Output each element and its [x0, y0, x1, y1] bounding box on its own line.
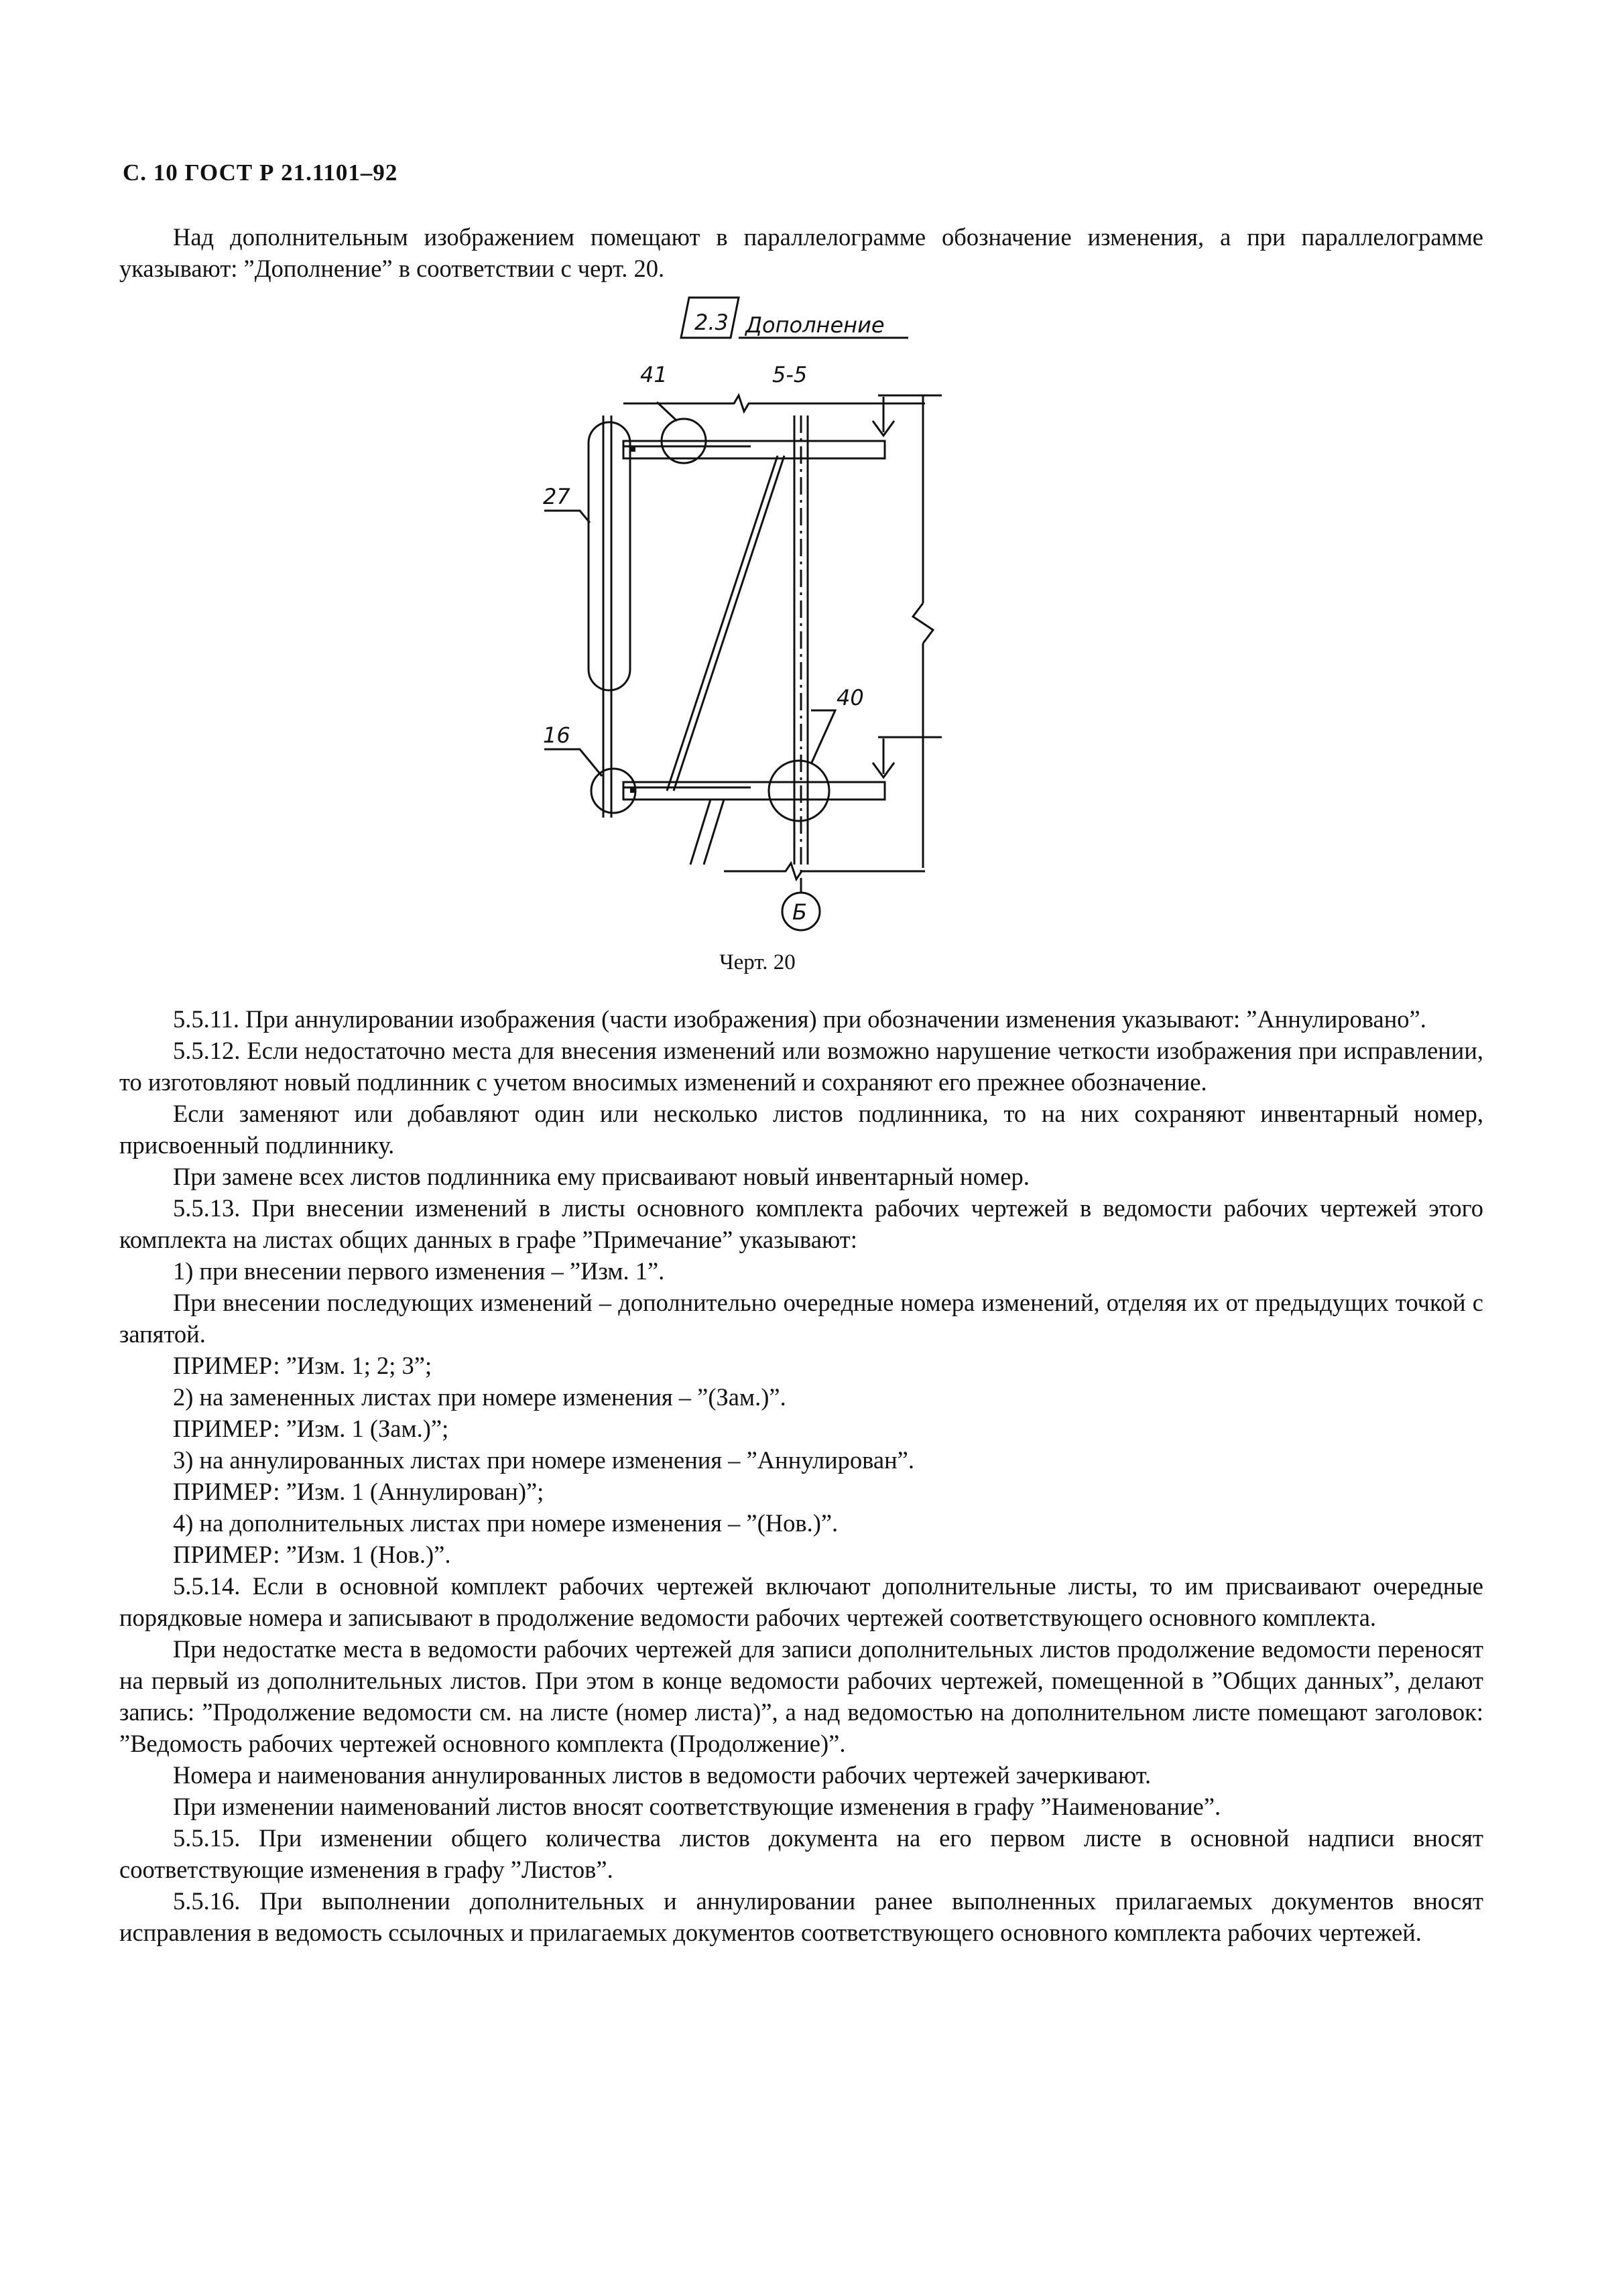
axis-label-text: Б: [792, 899, 807, 925]
paragraph: Номера и наименования аннулированных листов в ведомости рабочих чертежей зачеркивают.: [173, 1761, 1152, 1789]
leader-27: [544, 511, 590, 523]
change-mark-text: 2.3: [694, 310, 729, 335]
paragraph: При недостатке места в ведомости рабочих чертежей для записи дополнительных листов продолжение ведомости переносят на первый из дополнительных листов. При этом в конце ведомости рабочих чертежей, помещенной в ”Общих данных”, делают запись: ”Продолжение ведомости см. на листе (номер листа)”, а над ведомостью на дополнительном листе помещают заголовок: ”Ведомость рабочих чертежей основного комплекта (Продолжение)”.: [119, 1635, 1483, 1757]
paragraph: 5.5.14. Если в основной комплект рабочих чертежей включают дополнительные листы, то им присваивают очередные порядковые номера и записывают в продолжение ведомости рабочих чертежей соответствующего основного комплекта.: [119, 1572, 1483, 1631]
paragraph: ПРИМЕР: ”Изм. 1 (Нов.)”.: [173, 1541, 451, 1568]
callout-41-text: 41: [640, 362, 668, 387]
page-header: С. 10 ГОСТ Р 21.1101–92: [123, 160, 398, 186]
drawing-figure: [523, 295, 952, 938]
paragraph: 3) на аннулированных листах при номере изменения – ”Аннулирован”.: [173, 1446, 914, 1474]
paragraph: 5.5.15. При изменении общего количества листов документа на его первом листе в основной надписи вносят соответствующие изменения в графу ”Листов”.: [119, 1824, 1483, 1883]
paragraph: 4) на дополнительных листах при номере изменения – ”(Нов.)”.: [173, 1509, 839, 1537]
leader-16: [544, 749, 602, 776]
section-line-bottom: [724, 863, 925, 879]
diagonal-brace-2: [674, 456, 784, 791]
bottom-beam: [623, 782, 885, 800]
diagonal-brace: [667, 456, 778, 791]
weld-mark: [630, 446, 635, 452]
paragraph: При изменении наименований листов вносят соответствующие изменения в графу ”Наименование”.: [173, 1793, 1221, 1820]
dimension-break: [913, 603, 933, 643]
paragraph: При внесении последующих изменений – дополнительно очередные номера изменений, отделяя их от предыдущих точкой с запятой.: [119, 1289, 1483, 1348]
paragraph: ПРИМЕР: ”Изм. 1 (Зам.)”;: [173, 1415, 449, 1442]
paragraph: ПРИМЕР: ”Изм. 1; 2; 3”;: [173, 1352, 432, 1379]
circle-callout-40: [769, 761, 829, 821]
paragraph: ПРИМЕР: ”Изм. 1 (Аннулирован)”;: [173, 1478, 544, 1505]
paragraph: 5.5.13. При внесении изменений в листы основного комплекта рабочих чертежей в ведомости рабочих чертежей этого комплекта на листах общих данных в графе ”Примечание” указывают:: [119, 1194, 1483, 1253]
section-label-text: 5-5: [772, 362, 808, 387]
paragraph: Над дополнительным изображением помещают в параллелограмме обозначение изменения, а при параллелограмме указывают: ”Дополнение” в соответствии с черт. 20.: [119, 223, 1483, 282]
paragraph: 5.5.16. При выполнении дополнительных и аннулировании ранее выполненных прилагаемых документов вносят исправления в ведомость ссылочных и прилагаемых документов соответствующего основного комплекта рабочих чертежей.: [119, 1887, 1483, 1946]
circle-callout-16: [591, 769, 635, 813]
callout-27-text: 27: [543, 484, 570, 509]
figure-caption: Черт. 20: [719, 950, 796, 974]
paragraph: 5.5.11. При аннулировании изображения (части изображения) при обозначении изменения указывают: ”Аннулировано”.: [173, 1005, 1426, 1033]
section-line-top: [623, 395, 925, 411]
paragraph: При замене всех листов подлинника ему присваивают новый инвентарный номер.: [173, 1163, 1030, 1190]
callout-40-text: 40: [837, 685, 864, 710]
structural-drawing: [523, 295, 952, 938]
paragraph: 5.5.12. Если недостаточно места для внесения изменений или возможно нарушение четкости изображения при исправлении, то изготовляют новый подлинник с учетом вносимых изменений и сохраняют его прежнее обозначение.: [119, 1037, 1483, 1096]
paragraph: 2) на замененных листах при номере изменения – ”(Зам.)”.: [173, 1383, 786, 1411]
intro-text: [119, 221, 1483, 284]
weld-mark: [630, 787, 635, 793]
change-label-text: Дополнение: [745, 312, 885, 338]
body-text: [119, 1003, 1483, 1948]
leader-40: [811, 710, 835, 764]
oval-callout-27: [589, 422, 630, 690]
callout-16-text: 16: [543, 722, 570, 748]
leader-41: [657, 402, 677, 421]
paragraph: Если заменяют или добавляют один или несколько листов подлинника, то на них сохраняют инвентарный номер, присвоенный подлиннику.: [119, 1100, 1483, 1159]
paragraph: 1) при внесении первого изменения – ”Изм. 1”.: [173, 1257, 665, 1285]
